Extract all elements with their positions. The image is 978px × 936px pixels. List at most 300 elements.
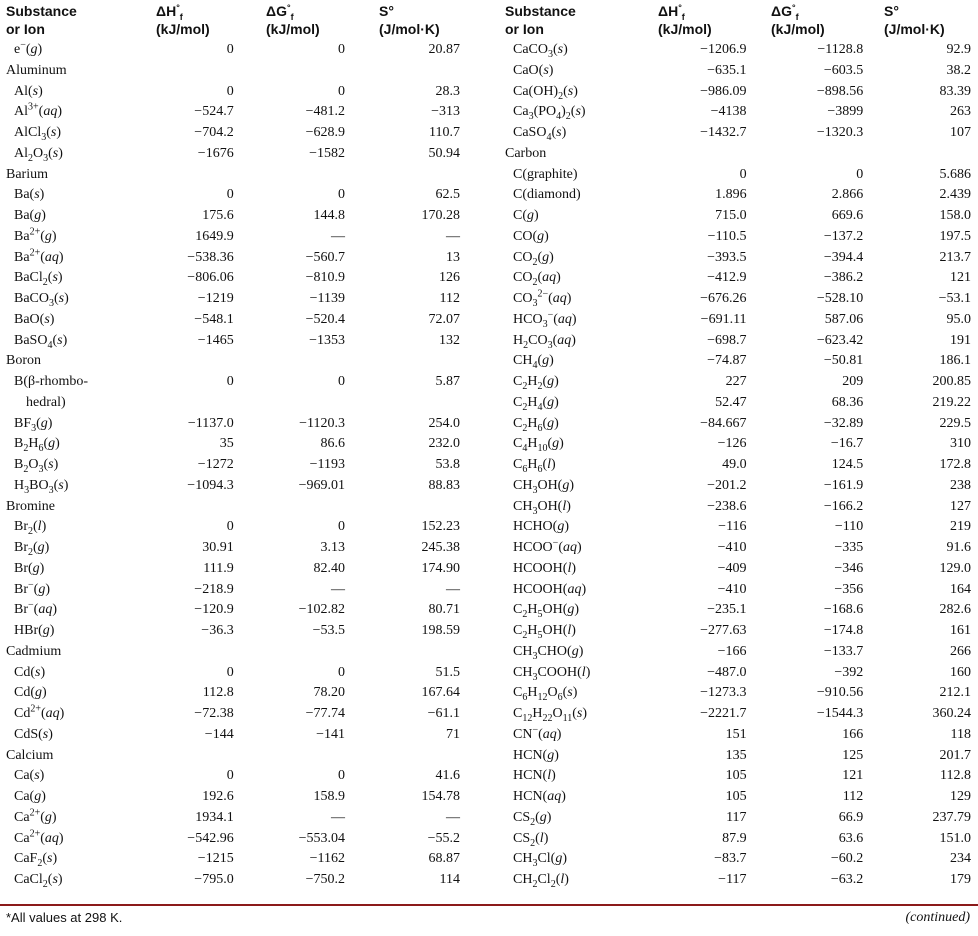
table-row	[505, 289, 973, 310]
table-row	[505, 455, 973, 476]
s-value: 179	[950, 872, 971, 887]
dh-value: −1273.3	[700, 685, 747, 701]
table-row	[6, 663, 486, 684]
category-name: Carbon	[505, 145, 547, 161]
substance-name: $Ba^{2+}(g)$	[14, 226, 57, 244]
category-row	[6, 61, 486, 82]
table-row	[6, 82, 486, 103]
dh-value: −409	[717, 560, 747, 576]
dh-value: 0	[226, 664, 234, 680]
table-row	[505, 663, 973, 684]
substance-name: $C_2H_5OH(g)$	[513, 602, 580, 621]
dg-value: —	[331, 809, 346, 825]
left-rows	[6, 40, 486, 891]
dg-value: —	[331, 228, 346, 244]
table-row	[505, 331, 973, 352]
category-row	[505, 144, 973, 165]
table-header	[505, 2, 973, 40]
table-row	[505, 227, 973, 248]
header-dg-sym: ΔG	[771, 3, 792, 19]
s-value: 254.0	[428, 415, 460, 431]
dg-value: −63.2	[830, 872, 864, 887]
substance-name: $CH_3OH(g)$	[513, 477, 575, 496]
s-value: 50.94	[428, 145, 460, 161]
header-dh-sup: °	[678, 2, 682, 13]
s-value: 234	[950, 851, 971, 867]
substance-name: C(diamond)	[513, 187, 581, 203]
dh-value: −676.26	[700, 291, 747, 306]
table-row	[505, 849, 973, 870]
header-s-unit: (J/mol·K)	[379, 21, 440, 37]
dg-value: −1320.3	[816, 125, 864, 140]
dg-value: 2.866	[831, 187, 864, 203]
s-value: 83.39	[939, 83, 971, 99]
dg-value: −1128.8	[817, 42, 864, 57]
dh-value: −72.38	[194, 706, 234, 721]
s-value: 126	[439, 270, 460, 286]
s-value: 2.439	[939, 187, 971, 203]
table-row	[505, 61, 973, 82]
table-row	[6, 40, 486, 61]
dh-value: 0	[226, 187, 234, 203]
dh-value: −1465	[197, 332, 234, 348]
substance-name: AlCl$_3$(s)	[14, 125, 62, 143]
dg-value: —	[331, 581, 346, 597]
dg-value: −141	[316, 726, 346, 742]
header-substance	[505, 2, 658, 40]
dh-value: −704.2	[194, 125, 234, 140]
dh-value: −144	[204, 726, 234, 742]
table-row	[505, 268, 973, 289]
substance-name: Al(s)	[14, 83, 43, 99]
substance-name: $C_2H_5OH(l)$	[513, 623, 576, 641]
dg-value: −553.04	[298, 830, 346, 846]
dg-value: −77.74	[305, 706, 346, 721]
dg-value: −137.2	[823, 228, 864, 244]
dh-value: 0	[226, 83, 234, 99]
substance-name: $CH_3OH(l)$	[513, 498, 571, 517]
table-row	[6, 683, 486, 704]
dg-value: 166	[842, 726, 864, 742]
dg-value: −53.5	[312, 623, 346, 638]
dg-value: 0	[338, 42, 346, 57]
dh-value: −116	[718, 519, 747, 535]
dg-value: 209	[842, 374, 864, 389]
s-value: 110.7	[429, 125, 460, 140]
table-header	[6, 2, 486, 40]
dh-value: 175.6	[202, 208, 234, 223]
substance-name: $Br_2(g)$	[14, 540, 50, 558]
header-dg	[266, 2, 379, 40]
substance-name: C(g)	[513, 208, 539, 223]
table-row	[505, 683, 973, 704]
s-value: 161	[950, 623, 971, 638]
dg-value: −168.6	[823, 602, 864, 618]
table-row	[505, 102, 973, 123]
substance-name: Ba(s)	[14, 187, 45, 203]
category-row	[6, 746, 486, 767]
table-row	[6, 476, 486, 497]
s-value: 201.7	[939, 747, 971, 763]
footnote: *All values at 298 K.	[6, 910, 123, 925]
substance-name: $CS_2(l)$	[513, 830, 549, 849]
s-value: 219.22	[932, 394, 971, 410]
s-value: 127	[950, 498, 971, 514]
substance-name: $CO_2(aq)$	[513, 270, 561, 289]
header-s-sym: S°	[884, 3, 899, 19]
substance-name: $BF_3(g)$	[14, 415, 53, 434]
substance-name: $C_2H_2(g)$	[513, 374, 559, 392]
dg-value: 0	[338, 768, 346, 784]
substance-name: $Al^{3+}(aq)$	[14, 101, 62, 120]
s-value: 212.1	[939, 685, 971, 701]
table-row	[6, 704, 486, 725]
dg-value: −603.5	[823, 62, 864, 78]
dh-value: 0	[739, 166, 747, 182]
substance-name: HCOOH(aq)	[513, 581, 587, 597]
dg-value: −346	[834, 560, 864, 576]
s-value: 245.38	[421, 540, 460, 555]
dg-value: −1120.3	[299, 415, 346, 431]
dg-value: −528.10	[816, 291, 864, 306]
substance-name: BaCO$_3$(s)	[14, 291, 69, 309]
dg-value: −32.89	[823, 415, 864, 431]
dh-value: 111.9	[203, 560, 234, 576]
dg-value: −110	[834, 519, 864, 535]
table-row	[505, 165, 973, 186]
dh-value: 0	[226, 42, 234, 57]
header-s	[884, 2, 973, 40]
dg-value: 669.6	[831, 208, 864, 223]
dh-value: −277.63	[700, 623, 747, 638]
dh-value: −986.09	[700, 83, 747, 99]
s-value: 229.5	[939, 415, 971, 431]
header-dh-sub: f	[179, 11, 183, 22]
substance-name: $CO_2(g)$	[513, 249, 554, 268]
table-row	[505, 123, 973, 144]
dh-value: 192.6	[202, 789, 234, 804]
dg-value: 0	[338, 519, 346, 535]
s-value: 170.28	[421, 208, 460, 223]
table-row	[505, 414, 973, 435]
dg-value: −166.2	[823, 498, 864, 514]
dh-value: 0	[226, 519, 234, 535]
s-value: 71	[446, 726, 460, 742]
substance-name: $B_2H_6(g)$	[14, 436, 60, 455]
dh-value: −393.5	[707, 249, 747, 265]
dh-value: 1934.1	[195, 809, 234, 825]
dh-value: −806.06	[187, 270, 234, 286]
s-value: 198.59	[421, 623, 460, 638]
s-value: 151.0	[939, 830, 971, 846]
dg-value: −50.81	[823, 353, 864, 369]
dg-value: −750.2	[305, 872, 346, 887]
s-value: 154.78	[421, 789, 460, 804]
dh-value: 0	[226, 374, 234, 389]
dh-value: −1432.7	[700, 125, 747, 140]
substance-name: CaCl$_2$(s)	[14, 872, 63, 890]
dh-value: −1206.9	[700, 42, 747, 57]
dh-value: 105	[725, 789, 747, 804]
dh-value: −74.87	[707, 353, 747, 369]
s-value: 62.5	[435, 187, 460, 203]
table-row	[6, 600, 486, 621]
left-table	[6, 2, 486, 891]
table-row	[6, 372, 486, 393]
substance-name: CaO(s)	[513, 62, 554, 78]
substance-name: $Ca(OH)_2(s)$	[513, 83, 578, 102]
table-row	[505, 787, 973, 808]
header-substance-line2: or Ion	[505, 21, 544, 37]
s-value: —	[446, 228, 460, 244]
dg-value: 63.6	[838, 830, 864, 846]
s-value: 38.2	[946, 62, 971, 78]
substance-name: $CH_3COOH(l)$	[513, 664, 591, 683]
header-substance-line1: Substance	[505, 3, 576, 19]
table-row	[505, 642, 973, 663]
header-dg-unit: (kJ/mol)	[266, 21, 320, 37]
table-row	[6, 787, 486, 808]
table-row	[6, 227, 486, 248]
header-dg-sym: ΔG	[266, 3, 287, 19]
s-value: 266	[950, 643, 971, 659]
substance-name: $C_{12}H_{22}O_{11}(s)$	[513, 706, 588, 724]
dg-value: −174.8	[823, 623, 864, 638]
s-value: 237.79	[932, 809, 971, 825]
category-name: Calcium	[6, 747, 54, 763]
dh-value: −795.0	[194, 872, 234, 887]
header-dg-sub: f	[795, 11, 799, 22]
s-value: 164	[950, 581, 971, 597]
table-row	[505, 206, 973, 227]
dh-value: 117	[726, 809, 747, 825]
dh-value: −542.96	[187, 830, 234, 846]
table-row	[6, 331, 486, 352]
table-row	[6, 289, 486, 310]
substance-name: Cd(s)	[14, 664, 46, 680]
substance-name: $CH_2Cl_2(l)$	[513, 872, 569, 890]
header-dh	[156, 2, 266, 40]
dg-value: −356	[834, 581, 864, 597]
header-s-unit: (J/mol·K)	[884, 21, 945, 37]
category-row	[6, 642, 486, 663]
substance-name: $Ca_3(PO_4)_2(s)$	[513, 104, 586, 123]
dh-value: −698.7	[707, 332, 747, 348]
dg-value: −394.4	[823, 249, 864, 265]
table-row	[505, 766, 973, 787]
table-row	[6, 621, 486, 642]
header-dh-sym: ΔH	[156, 3, 177, 19]
substance-name: Br−(aq)	[14, 599, 57, 618]
substance-name: Ca(s)	[14, 768, 45, 784]
substance-name: $C_6H_{12}O_6(s)$	[513, 685, 578, 704]
dh-value: −548.1	[194, 311, 234, 327]
category-name: Boron	[6, 353, 41, 369]
s-value: 158.0	[939, 208, 971, 223]
table-row	[6, 849, 486, 870]
table-row	[6, 455, 486, 476]
table-row	[505, 870, 973, 891]
dh-value: 151	[725, 726, 747, 742]
substance-name: CdS(s)	[14, 726, 53, 742]
dh-value: −635.1	[707, 62, 747, 78]
substance-name: BaSO$_4$(s)	[14, 332, 68, 351]
header-dh-unit: (kJ/mol)	[658, 21, 712, 37]
dh-value: 49.0	[722, 457, 747, 472]
dg-value: 144.8	[313, 208, 346, 223]
substance-name: $H_3BO_3(s)$	[14, 477, 69, 496]
table-row	[6, 580, 486, 601]
substance-name: $Cd^{2+}(aq)$	[14, 703, 65, 721]
dg-value: −1353	[309, 332, 346, 348]
dh-value: −410	[717, 581, 747, 597]
dg-value: 78.20	[313, 685, 346, 701]
s-value: 121	[950, 270, 971, 286]
footer-rule	[0, 904, 978, 906]
substance-name: $Br_2(l)$	[14, 519, 47, 538]
s-value: 219	[950, 519, 971, 535]
dg-value: −628.9	[305, 125, 346, 140]
dh-value: −1272	[197, 457, 234, 472]
s-value: 5.686	[939, 166, 971, 182]
dh-value: 715.0	[715, 208, 747, 223]
dg-value: 0	[856, 166, 864, 182]
dg-value: 3.13	[320, 540, 346, 555]
header-dh	[658, 2, 771, 40]
dh-value: −4138	[710, 104, 747, 120]
header-dg-sub: f	[290, 11, 294, 22]
substance-name: B(β-rhombo-	[14, 374, 88, 389]
dh-value: −201.2	[707, 477, 747, 493]
substance-name: $C_4H_{10}(g)$	[513, 436, 564, 455]
substance-name: $C_6H_6(l)$	[513, 457, 556, 475]
s-value: 132	[439, 332, 460, 348]
header-dh-sub: f	[681, 11, 685, 22]
s-value: 197.5	[939, 228, 971, 244]
table-row	[505, 497, 973, 518]
category-row	[6, 351, 486, 372]
table-row	[505, 40, 973, 61]
dh-value: −410	[717, 540, 747, 555]
s-value: 118	[950, 726, 971, 742]
table-row	[6, 414, 486, 435]
dh-value: −1676	[197, 145, 234, 161]
substance-name: HCN(aq)	[513, 789, 566, 804]
table-row	[6, 206, 486, 227]
table-row	[505, 808, 973, 829]
dg-value: −1139	[309, 291, 346, 306]
dh-value: −2221.7	[700, 706, 747, 721]
table-row	[505, 538, 973, 559]
category-row	[6, 497, 486, 518]
dh-value: 105	[725, 768, 747, 784]
dg-value: −16.7	[830, 436, 864, 452]
s-value: 191	[950, 332, 971, 348]
substance-name: Ca(g)	[14, 789, 46, 804]
dh-value: −1137.0	[187, 415, 234, 431]
s-value: 53.8	[435, 457, 460, 472]
substance-name: $C_2H_6(g)$	[513, 415, 559, 434]
substance-name: $Ca^{2+}(aq)$	[14, 827, 64, 846]
substance-name: Ba(g)	[14, 208, 46, 223]
dh-value: 227	[725, 374, 747, 389]
s-value: 360.24	[932, 706, 971, 721]
dg-value: 68.36	[831, 394, 864, 410]
substance-name: Cd(g)	[14, 685, 47, 701]
s-value: 68.87	[428, 851, 460, 867]
substance-name: CaCO$_3$(s)	[513, 42, 568, 60]
table-row	[6, 185, 486, 206]
dh-value: −218.9	[194, 581, 234, 597]
dh-value: −166	[717, 643, 747, 659]
dg-value: −1193	[309, 457, 346, 472]
s-value: 129.0	[939, 560, 971, 576]
dg-value: −1582	[309, 145, 346, 161]
substance-name: $CH_3CHO(g)$	[513, 643, 584, 662]
table-row	[505, 559, 973, 580]
substance-name: BaO(s)	[14, 311, 55, 327]
dh-value: −691.11	[700, 311, 747, 327]
table-row	[6, 559, 486, 580]
dg-value: −1544.3	[816, 706, 864, 721]
dg-value: −102.82	[298, 602, 346, 618]
s-value: 200.85	[932, 374, 971, 389]
table-row	[505, 600, 973, 621]
dh-value: 52.47	[715, 394, 747, 410]
right-table	[505, 2, 973, 891]
dg-value: 125	[842, 747, 864, 763]
dh-value: −120.9	[194, 602, 234, 618]
s-value: 107	[950, 125, 971, 140]
s-value: 310	[950, 436, 971, 452]
dh-value: −83.7	[714, 851, 747, 867]
table-row	[505, 829, 973, 850]
header-s-sym: S°	[379, 3, 394, 19]
dg-value: 0	[338, 187, 346, 203]
s-value: 88.83	[428, 477, 460, 493]
dg-value: 0	[338, 374, 346, 389]
table-row	[505, 725, 973, 746]
s-value: 263	[950, 104, 971, 120]
s-value: 112.8	[940, 768, 971, 784]
category-row	[6, 165, 486, 186]
dg-value: 0	[338, 83, 346, 99]
s-value: 112	[439, 291, 460, 306]
dg-value: 158.9	[313, 789, 346, 804]
table-row	[6, 725, 486, 746]
s-value: 80.71	[428, 602, 460, 618]
s-value: 92.9	[946, 42, 971, 57]
dg-value: −60.2	[830, 851, 864, 867]
table-row	[6, 123, 486, 144]
s-value: −313	[431, 104, 460, 120]
dg-value: −392	[834, 664, 864, 680]
dh-value: 135	[725, 747, 747, 763]
substance-name: HCOO−(aq)	[513, 537, 582, 555]
table-row	[6, 144, 486, 165]
table-row	[6, 538, 486, 559]
table-row	[6, 808, 486, 829]
substance-name: $Ca^{2+}(g)$	[14, 807, 57, 825]
substance-name: $CO_3^{2-}(aq)$	[513, 288, 572, 309]
dg-value: 587.06	[824, 311, 864, 327]
substance-name: CaF$_2$(s)	[14, 851, 58, 870]
dh-value: 1649.9	[195, 228, 234, 244]
table-row	[6, 393, 486, 414]
s-value: 20.87	[428, 42, 460, 57]
s-value: 13	[446, 249, 460, 265]
table-row	[6, 766, 486, 787]
